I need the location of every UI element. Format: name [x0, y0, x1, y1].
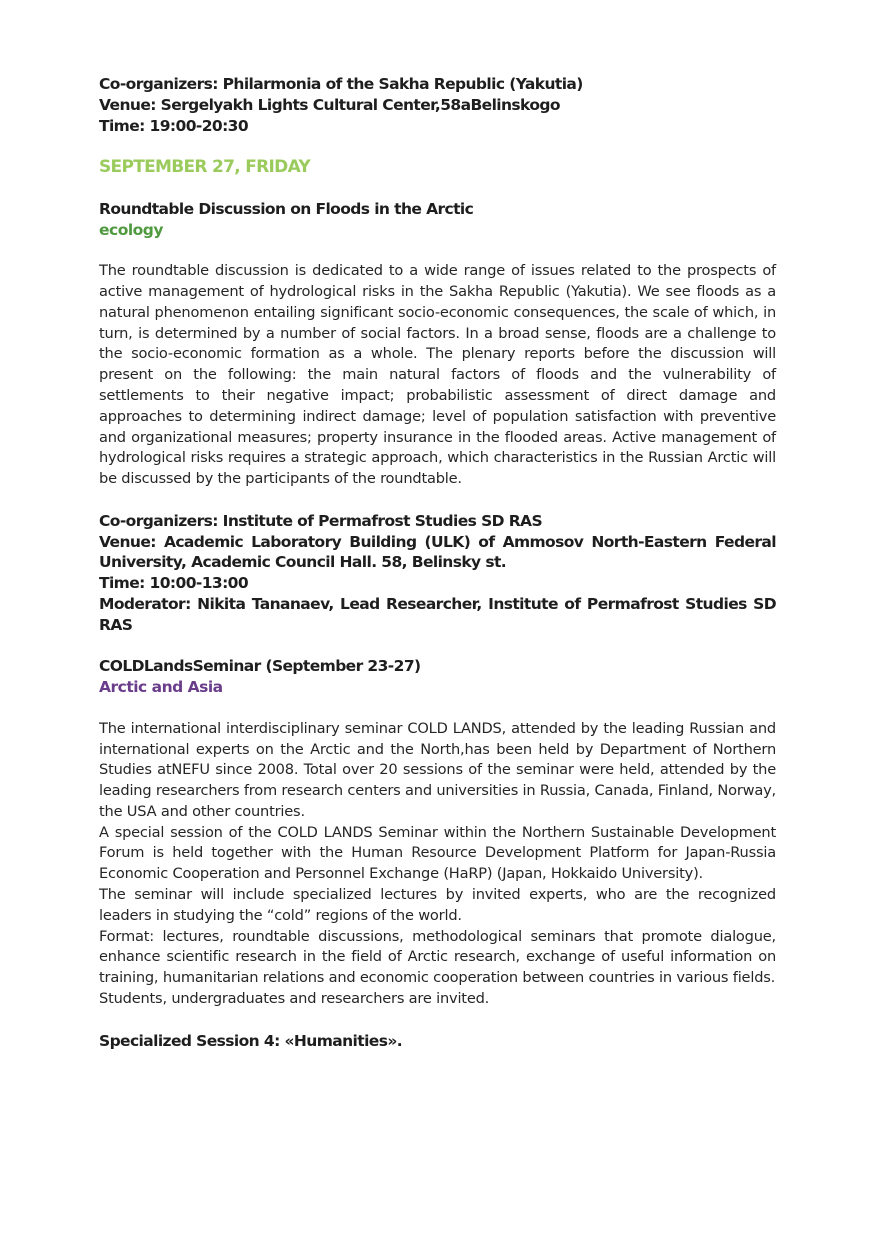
roundtable-title: Roundtable Discussion on Floods in the Arctic	[99, 199, 474, 218]
prev-event-venue: Venue: Sergelyakh Lights Cultural Center,58aBelinskogo	[99, 95, 560, 114]
roundtable-moderator: Moderator: Nikita Tananaev, Lead Researcher, Institute of Permafrost Studies SD RAS	[99, 594, 776, 634]
document-page	[99, 74, 776, 1051]
roundtable-time: Time: 10:00-13:00	[99, 574, 249, 593]
roundtable-tag: ecology	[99, 220, 164, 239]
seminar-paragraph: A special session of the COLD LANDS Seminar within the Northern Sustainable Development Forum is held together with the Human Resource Development Platform for Japan-Russia Economic Cooperation and Personnel Exchange (HaRP) (Japan, Hokkaido University).	[99, 823, 776, 883]
prev-event-coorganizers: Co-organizers: Philarmonia of the Sakha Republic (Yakutia)	[99, 75, 583, 93]
seminar-paragraph: Format: lectures, roundtable discussions, methodological seminars that promote dialogue, enhance scientific research in the field of Arctic research, exchange of useful information on training, humanitarian relations and economic cooperation between countries in various fields.	[99, 927, 776, 987]
prev-event-time: Time: 19:00-20:30	[99, 116, 249, 135]
session-title: Specialized Session 4: «Humanities».	[99, 1031, 403, 1050]
seminar-title: COLDLandsSeminar (September 23-27)	[99, 657, 421, 676]
seminar-paragraph: The seminar will include specialized lectures by invited experts, who are the recognized leaders in studying the “cold” regions of the world.	[99, 886, 776, 924]
seminar-tag: Arctic and Asia	[99, 678, 223, 697]
date-heading: SEPTEMBER 27, FRIDAY	[99, 157, 311, 178]
roundtable-venue: Venue: Academic Laboratory Building (ULK) of Ammosov North-Eastern Federal University, Academic Council Hall. 58, Belinsky st.	[99, 532, 776, 572]
seminar-paragraph: The international interdisciplinary seminar COLD LANDS, attended by the leading Russian and international experts on the Arctic and the North,has been held by Department of Northern Studies atNEFU since 2008. Total over 20 sessions of the seminar were held, attended by the leading researchers from research centers and universities in Russia, Canada, Finland, Norway, the USA and other countries.	[99, 719, 776, 820]
seminar-paragraph: Students, undergraduates and researchers are invited.	[99, 990, 490, 1008]
roundtable-description: The roundtable discussion is dedicated to a wide range of issues related to the prospects of active management of hydrological risks in the Sakha Republic (Yakutia). We see floods as a natural phenomenon entailing significant socio-economic consequences, the scale of which, in turn, is determined by a number of social factors. In a broad sense, floods are a challenge to the socio-economic formation as a whole. The plenary reports before the discussion will present on the following: the main natural factors of floods and the vulnerability of settlements to their negative impact; probabilistic assessment of direct damage and approaches to determining indirect damage; level of population satisfaction with preventive and organizational measures; property insurance in the flooded areas. Active management of hydrological risks requires a strategic approach, which characteristics in the Russian Arctic will be discussed by the participants of the roundtable.	[99, 262, 776, 488]
roundtable-coorganizers: Co-organizers: Institute of Permafrost Studies SD RAS	[99, 511, 543, 530]
